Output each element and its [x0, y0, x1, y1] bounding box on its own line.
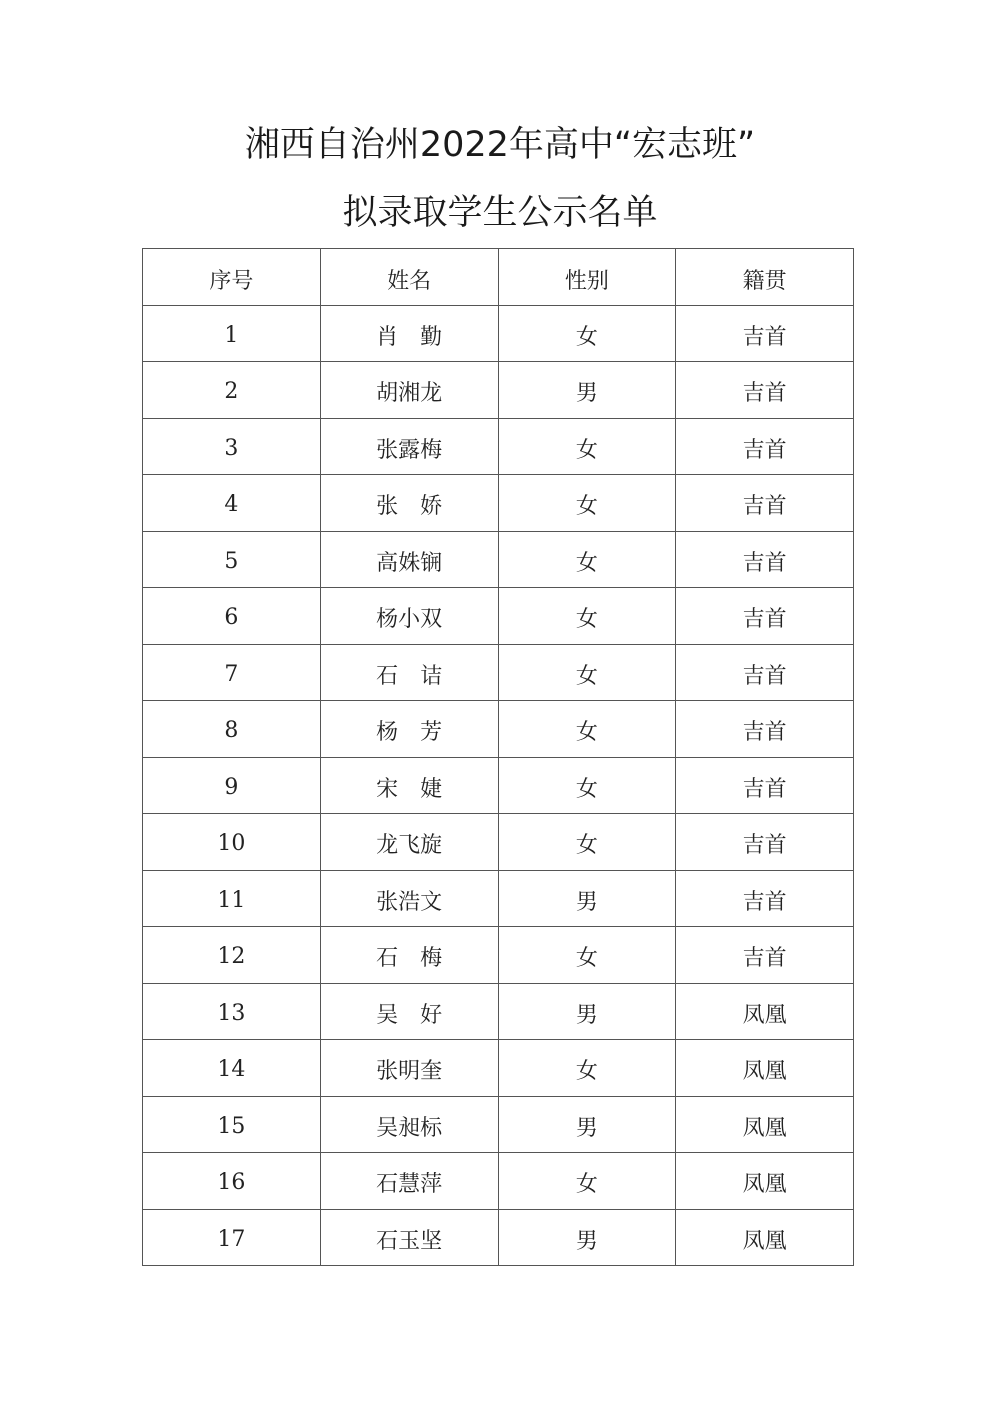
cell-gender: 男: [498, 983, 676, 1040]
table-row: [143, 814, 854, 871]
cell-index: 14: [143, 1040, 321, 1097]
cell-name: 石慧萍: [320, 1153, 498, 1210]
cell-index: 12: [143, 927, 321, 984]
cell-name: 张浩文: [320, 870, 498, 927]
cell-name: 杨小双: [320, 588, 498, 645]
table-row: [143, 305, 854, 362]
cell-gender: 女: [498, 1153, 676, 1210]
cell-hometown: 吉首: [676, 927, 854, 984]
cell-index: 1: [143, 305, 321, 362]
cell-gender: 女: [498, 418, 676, 475]
table-row: [143, 418, 854, 475]
cell-name: 龙飞旋: [320, 814, 498, 871]
cell-gender: 女: [498, 757, 676, 814]
table-row: [143, 1040, 854, 1097]
document-title-line2: 拟录取学生公示名单: [342, 193, 658, 233]
cell-name: 石 诘: [320, 644, 498, 701]
table-row: [143, 757, 854, 814]
cell-index: 4: [143, 475, 321, 532]
cell-index: 2: [143, 362, 321, 419]
cell-hometown: 凤凰: [676, 1153, 854, 1210]
table-row: [143, 1209, 854, 1266]
cell-hometown: 凤凰: [676, 1040, 854, 1097]
cell-hometown: 吉首: [676, 870, 854, 927]
cell-hometown: 吉首: [676, 814, 854, 871]
table-row: [143, 588, 854, 645]
cell-gender: 女: [498, 644, 676, 701]
cell-index: 11: [143, 870, 321, 927]
student-roster-table: [142, 248, 854, 1266]
cell-name: 胡湘龙: [320, 362, 498, 419]
cell-index: 9: [143, 757, 321, 814]
cell-hometown: 凤凰: [676, 983, 854, 1040]
cell-index: 16: [143, 1153, 321, 1210]
table-row: [143, 644, 854, 701]
cell-gender: 女: [498, 475, 676, 532]
cell-hometown: 吉首: [676, 305, 854, 362]
cell-index: 7: [143, 644, 321, 701]
table-row: [143, 1096, 854, 1153]
cell-name: 吴昶标: [320, 1096, 498, 1153]
header-hometown: 籍贯: [676, 249, 854, 306]
table-row: [143, 701, 854, 758]
table-row: [143, 475, 854, 532]
table-row: [143, 531, 854, 588]
header-gender: 性别: [498, 249, 676, 306]
cell-gender: 男: [498, 362, 676, 419]
table-row: [143, 362, 854, 419]
cell-gender: 女: [498, 531, 676, 588]
cell-index: 17: [143, 1209, 321, 1266]
cell-hometown: 吉首: [676, 701, 854, 758]
table-row: [143, 870, 854, 927]
table-row: [143, 927, 854, 984]
header-index: 序号: [143, 249, 321, 306]
cell-name: 杨 芳: [320, 701, 498, 758]
cell-name: 石 梅: [320, 927, 498, 984]
cell-name: 吴 好: [320, 983, 498, 1040]
cell-gender: 男: [498, 1209, 676, 1266]
cell-hometown: 吉首: [676, 757, 854, 814]
cell-name: 高姝锎: [320, 531, 498, 588]
cell-name: 宋 婕: [320, 757, 498, 814]
cell-gender: 女: [498, 305, 676, 362]
table-row: [143, 983, 854, 1040]
cell-hometown: 凤凰: [676, 1209, 854, 1266]
cell-gender: 女: [498, 588, 676, 645]
cell-index: 6: [143, 588, 321, 645]
cell-index: 5: [143, 531, 321, 588]
cell-index: 13: [143, 983, 321, 1040]
cell-index: 3: [143, 418, 321, 475]
cell-name: 肖 勤: [320, 305, 498, 362]
header-name: 姓名: [320, 249, 498, 306]
cell-name: 石玉坚: [320, 1209, 498, 1266]
cell-index: 8: [143, 701, 321, 758]
cell-gender: 女: [498, 927, 676, 984]
table-header-row: [143, 249, 854, 306]
document-title-line1: 湘西自治州2022年高中“宏志班”: [244, 125, 756, 165]
cell-gender: 女: [498, 1040, 676, 1097]
cell-name: 张露梅: [320, 418, 498, 475]
cell-hometown: 吉首: [676, 588, 854, 645]
cell-hometown: 吉首: [676, 362, 854, 419]
cell-index: 10: [143, 814, 321, 871]
cell-index: 15: [143, 1096, 321, 1153]
cell-gender: 男: [498, 870, 676, 927]
cell-gender: 女: [498, 814, 676, 871]
cell-gender: 男: [498, 1096, 676, 1153]
cell-gender: 女: [498, 701, 676, 758]
cell-name: 张 娇: [320, 475, 498, 532]
table-row: [143, 1153, 854, 1210]
cell-hometown: 凤凰: [676, 1096, 854, 1153]
cell-hometown: 吉首: [676, 531, 854, 588]
cell-hometown: 吉首: [676, 475, 854, 532]
cell-hometown: 吉首: [676, 418, 854, 475]
cell-hometown: 吉首: [676, 644, 854, 701]
cell-name: 张明奎: [320, 1040, 498, 1097]
